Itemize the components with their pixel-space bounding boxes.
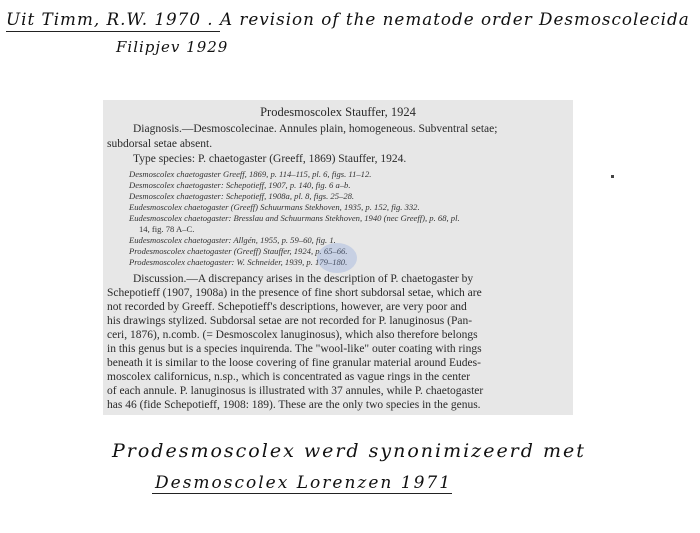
synonymy-reference: Desmoscolex chaetogaster: Schepotieff, 1907, p. 140, fig. 6 a–b.: [129, 180, 351, 190]
discussion-line: Schepotieff (1907, 1908a) in the presence of fine short subdorsal setae, which are: [107, 287, 482, 299]
handwritten-note: Prodesmoscolex werd synonimizeerd met: [112, 440, 586, 462]
discussion-line: in this genus but is a species inquirenda. The "wool-like" outer coating with rings: [107, 343, 482, 355]
blue-ink-smudge: [317, 243, 357, 273]
handwritten-citation: Uit Timm, R.W. 1970 . A revision of the nematode order Desmoscolecida: [6, 9, 690, 29]
synonymy-reference: Eudesmoscolex chaetogaster: Bresslau and Schuurmans Stekhoven, 1940 (nec Greeff), p. 68, pl.: [129, 213, 460, 223]
synonymy-reference: 14, fig. 78 A–C.: [139, 224, 195, 234]
discussion-line: of each annule. P. lanuginosus is illustrated with 37 annules, while P. chaetogaster: [107, 385, 484, 397]
handwritten-underline: [6, 31, 220, 32]
discussion-line: not recorded by Greeff. Schepotieff's descriptions, however, are very poor and: [107, 301, 467, 313]
synonymy-reference: Prodesmoscolex chaetogaster: W. Schneider, 1939, p. 179–180.: [129, 257, 348, 267]
synonymy-reference: Eudesmoscolex chaetogaster: Allgén, 1955, p. 59–60, fig. 1.: [129, 235, 336, 245]
discussion-line: ceri, 1876), n.comb. (= Desmoscolex lanuginosus), which also therefore belongs: [107, 329, 478, 341]
discussion-line: Discussion.—A discrepancy arises in the description of P. chaetogaster by: [133, 273, 474, 285]
diagnosis-line: subdorsal setae absent.: [107, 138, 213, 150]
synonymy-reference: Desmoscolex chaetogaster Greeff, 1869, p. 114–115, pl. 6, figs. 11–12.: [129, 169, 372, 179]
handwritten-citation-continued: Filipjev 1929: [116, 38, 229, 56]
scan-mark: [611, 175, 614, 178]
synonymy-reference: Desmoscolex chaetogaster: Schepotieff, 1908a, pl. 8, figs. 25–28.: [129, 191, 355, 201]
discussion-line: his drawings stylized. Subdorsal setae are not recorded for P. lanuginosus (Pan-: [107, 315, 473, 327]
handwritten-note-continued: Desmoscolex Lorenzen 1971: [155, 473, 453, 493]
discussion-line: moscolex californicus, n.sp., which is concentrated as vague rings in the center: [107, 371, 471, 383]
genus-title: Prodesmoscolex Stauffer, 1924: [260, 105, 416, 119]
type-species: Type species: P. chaetogaster (Greeff, 1869) Stauffer, 1924.: [133, 153, 407, 165]
discussion-line: has 46 (fide Schepotieff, 1908: 189). These are the only two species in the genus.: [107, 399, 481, 411]
handwritten-underline: [152, 493, 452, 494]
diagnosis-line: Diagnosis.—Desmoscolecinae. Annules plain, homogeneous. Subventral setae;: [133, 123, 498, 135]
discussion-line: beneath it is similar to the loose covering of fine granular material around Eudes-: [107, 357, 481, 369]
synonymy-reference: Prodesmoscolex chaetogaster (Greeff) Stauffer, 1924, p. 65–66.: [129, 246, 348, 256]
synonymy-reference: Eudesmoscolex chaetogaster (Greeff) Schuurmans Stekhoven, 1935, p. 152, fig. 332.: [129, 202, 420, 212]
